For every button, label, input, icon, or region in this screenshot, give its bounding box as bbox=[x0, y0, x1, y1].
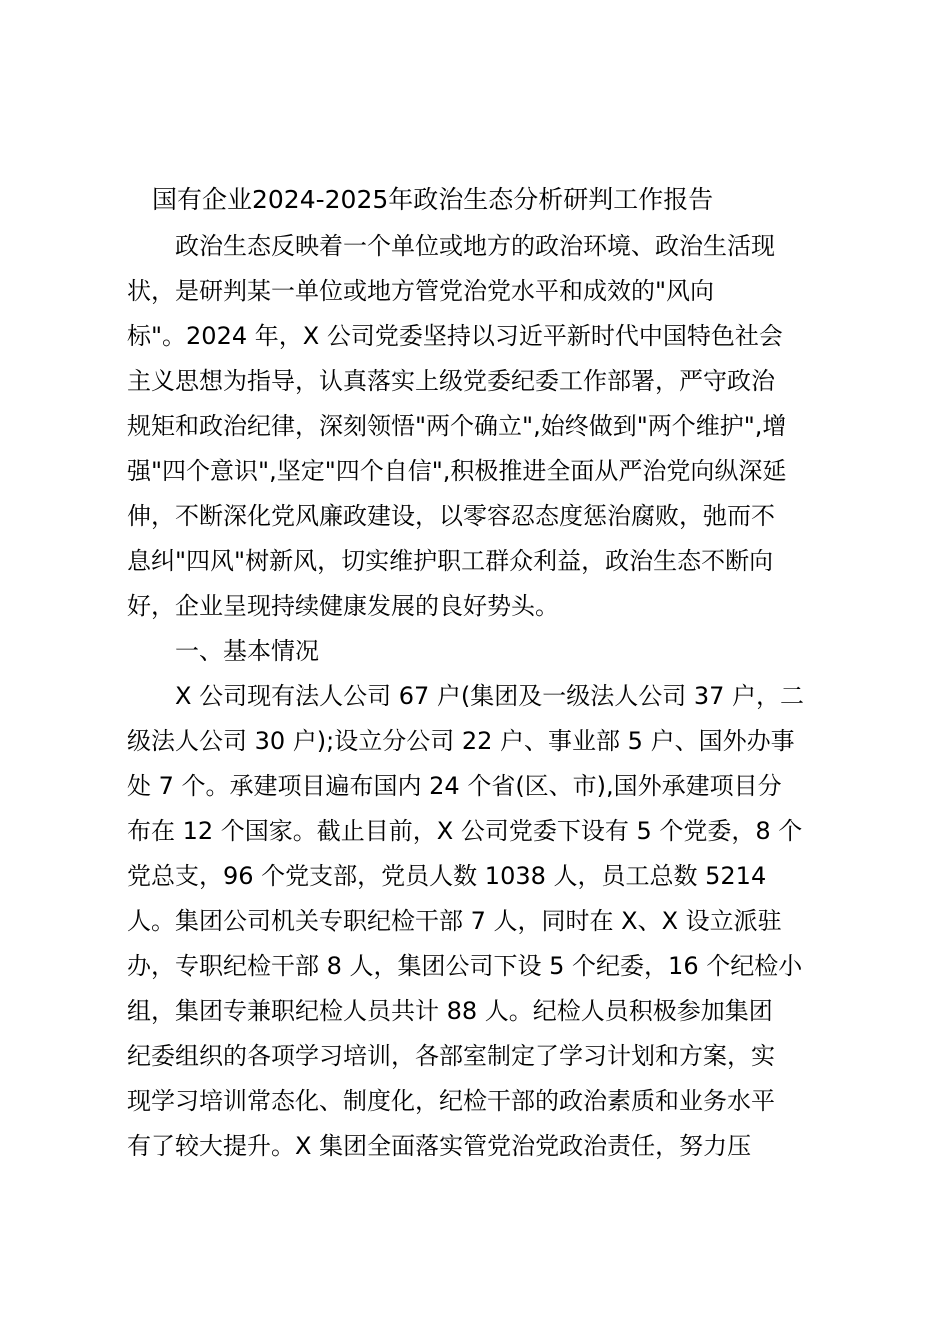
body-line-6: 强"四个意识",坚定"四个自信",积极推进全面从严治党向纵深延 bbox=[127, 457, 787, 485]
body-line-19: 纪委组织的各项学习培训，各部室制定了学习计划和方案，实 bbox=[127, 1042, 775, 1070]
body-line-3: 标"。2024 年，X 公司党委坚持以习近平新时代中国特色社会 bbox=[127, 322, 783, 350]
body-line-2: 状，是研判某一单位或地方管党治党水平和成效的"风向 bbox=[127, 277, 715, 305]
body-line-7: 伸，不断深化党风廉政建设，以零容忍态度惩治腐败，弛而不 bbox=[127, 502, 775, 530]
body-line-15: 党总支，96 个党支部，党员人数 1038 人，员工总数 5214 bbox=[127, 862, 767, 890]
body-line-13: 处 7 个。承建项目遍布国内 24 个省(区、市),国外承建项目分 bbox=[127, 772, 782, 800]
body-line-4: 主义思想为指导，认真落实上级党委纪委工作部署，严守政治 bbox=[127, 367, 775, 395]
body-line-1: 政治生态反映着一个单位或地方的政治环境、政治生活现 bbox=[127, 232, 775, 260]
body-line-9: 好，企业呈现持续健康发展的良好势头。 bbox=[127, 592, 559, 620]
body-line-5: 规矩和政治纪律，深刻领悟"两个确立",始终做到"两个维护",增 bbox=[127, 412, 787, 440]
document-title: 国有企业2024-2025年政治生态分析研判工作报告 bbox=[152, 185, 714, 214]
section-heading: 一、基本情况 bbox=[127, 637, 319, 665]
body-line-8: 息纠"四风"树新风，切实维护职工群众利益，政治生态不断向 bbox=[127, 547, 774, 575]
body-line-12: 级法人公司 30 户);设立分公司 22 户、事业部 5 户、国外办事 bbox=[127, 727, 795, 755]
body-line-16: 人。集团公司机关专职纪检干部 7 人，同时在 X、X 设立派驻 bbox=[127, 907, 782, 935]
body-line-14: 布在 12 个国家。截止目前，X 公司党委下设有 5 个党委，8 个 bbox=[127, 817, 803, 845]
body-line-18: 组，集团专兼职纪检人员共计 88 人。纪检人员积极参加集团 bbox=[127, 997, 773, 1025]
body-line-17: 办，专职纪检干部 8 人，集团公司下设 5 个纪委，16 个纪检小 bbox=[127, 952, 803, 980]
body-line-11: X 公司现有法人公司 67 户(集团及一级法人公司 37 户，二 bbox=[127, 682, 805, 710]
body-line-20: 现学习培训常态化、制度化，纪检干部的政治素质和业务水平 bbox=[127, 1087, 775, 1115]
body-line-21: 有了较大提升。X 集团全面落实管党治党政治责任，努力压 bbox=[127, 1132, 752, 1160]
